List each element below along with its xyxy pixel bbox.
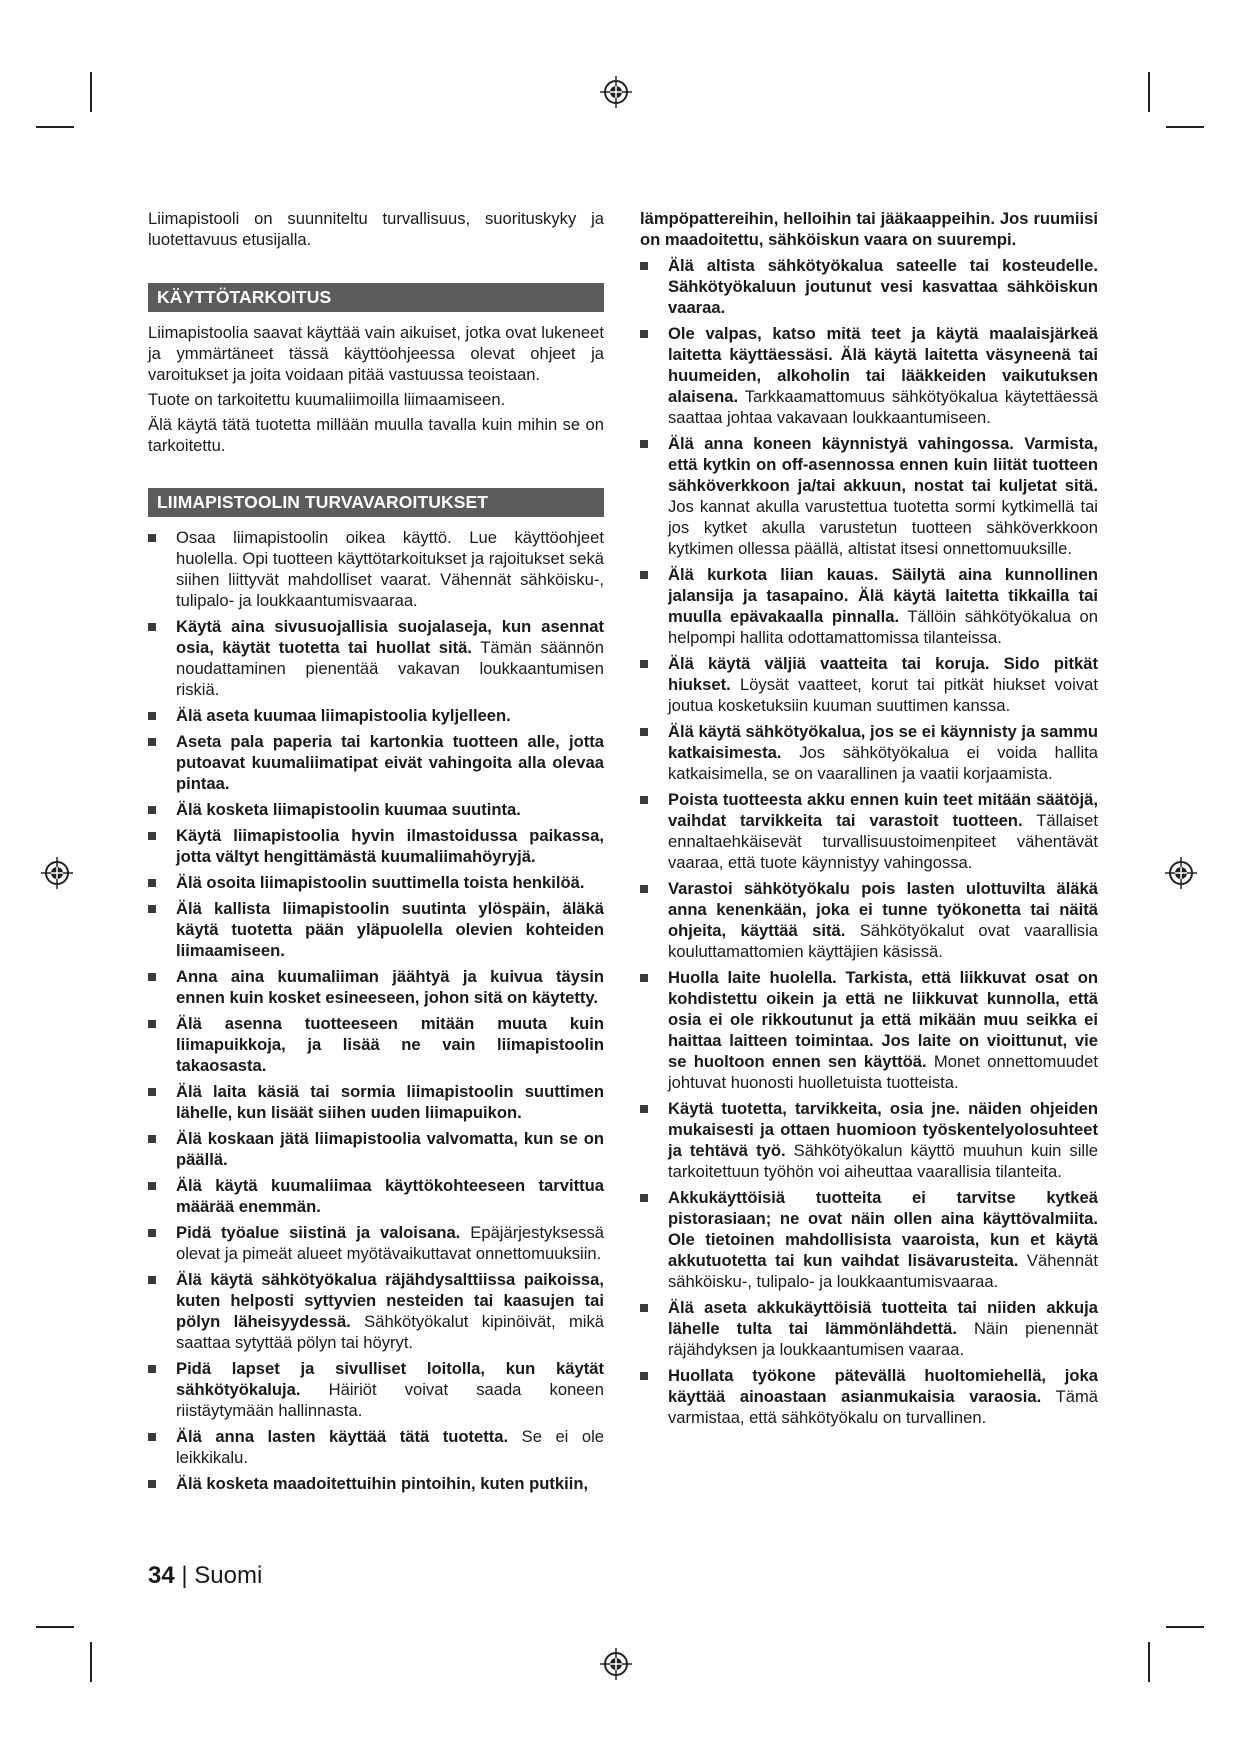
square-bullet-icon bbox=[148, 806, 156, 814]
warning-item: Älä aseta akkukäyttöisiä tuotteita tai niiden akkuja lähelle tulta tai lämmönlähdettä. Näin pienennät räjähdyksen ja loukkaantumisen vaaraa. bbox=[640, 1297, 1098, 1360]
square-bullet-icon bbox=[640, 571, 648, 579]
square-bullet-icon bbox=[640, 974, 648, 982]
crop-mark-top-right-horizontal bbox=[1166, 126, 1204, 128]
square-bullet-icon bbox=[640, 885, 648, 893]
warning-item: Älä käytä väljiä vaatteita tai koruja. Sido pitkät hiukset. Löysät vaatteet, korut tai pitkät hiukset voivat joutua kosketuksiin kuuman suuttimen kanssa. bbox=[640, 653, 1098, 716]
crop-mark-bottom-right-vertical bbox=[1148, 1642, 1150, 1682]
warning-item: Älä koskaan jätä liimapistoolia valvomatta, kun se on päällä. bbox=[148, 1128, 604, 1170]
warning-item: Älä käytä kuumaliimaa käyttökohteeseen tarvittua määrää enemmän. bbox=[148, 1175, 604, 1217]
warning-item: Aseta pala paperia tai kartonkia tuotteen alle, jotta putoavat kuumaliimatipat eivät vahingoita alla olevaa pintaa. bbox=[148, 731, 604, 794]
square-bullet-icon bbox=[148, 1182, 156, 1190]
intended-use-paragraph: Älä käytä tätä tuotetta millään muulla tavalla kuin mihin se on tarkoitettu. bbox=[148, 415, 604, 455]
warning-list-right bbox=[640, 255, 1098, 1428]
square-bullet-icon bbox=[148, 1229, 156, 1237]
crop-mark-top-left-vertical bbox=[90, 72, 92, 112]
warning-list-left bbox=[148, 527, 604, 1494]
registration-mark-bottom-icon bbox=[599, 1647, 633, 1681]
section-heading-safety-warnings: LIIMAPISTOOLIN TURVAVAROITUKSET bbox=[148, 488, 604, 517]
registration-mark-left-icon bbox=[40, 856, 74, 890]
warning-item: Käytä tuotetta, tarvikkeita, osia jne. näiden ohjeiden mukaisesti ja ottaen huomioon työskentelyolosuhteet ja tehtävä työ. Sähkötyökalun käyttö muuhun kuin sille tarkoitettuun työhön voi aiheuttaa vaarallisia tilanteita. bbox=[640, 1098, 1098, 1182]
crop-mark-bottom-left-horizontal bbox=[36, 1626, 74, 1628]
warning-item: Älä aseta kuumaa liimapistoolia kyljelleen. bbox=[148, 705, 604, 726]
warning-item: Älä anna lasten käyttää tätä tuotetta. Se ei ole leikkikalu. bbox=[148, 1426, 604, 1468]
crop-mark-bottom-right-horizontal bbox=[1166, 1626, 1204, 1628]
square-bullet-icon bbox=[148, 738, 156, 746]
square-bullet-icon bbox=[148, 832, 156, 840]
crop-mark-top-left-horizontal bbox=[36, 126, 74, 128]
warning-item: Älä asenna tuotteeseen mitään muuta kuin liimapuikkoja, ja lisää ne vain liimapistoolin takaosasta. bbox=[148, 1013, 604, 1076]
warning-item: Älä kosketa liimapistoolin kuumaa suutinta. bbox=[148, 799, 604, 820]
square-bullet-icon bbox=[148, 1365, 156, 1373]
warning-item: Käytä aina sivusuojallisia suojalaseja, kun asennat osia, käytät tuotetta tai huollat sitä. Tämän säännön noudattaminen pienentää vakavan loukkaantumisen riskiä. bbox=[148, 616, 604, 700]
square-bullet-icon bbox=[148, 1135, 156, 1143]
section-heading-intended-use: KÄYTTÖTARKOITUS bbox=[148, 283, 604, 312]
warning-item: Huollata työkone pätevällä huoltomiehellä, joka käyttää ainoastaan asianmukaisia varaosia. Tämä varmistaa, että sähkötyökalu on turvallinen. bbox=[640, 1365, 1098, 1428]
square-bullet-icon bbox=[148, 905, 156, 913]
crop-mark-top-right-vertical bbox=[1148, 72, 1150, 112]
square-bullet-icon bbox=[640, 1304, 648, 1312]
square-bullet-icon bbox=[640, 330, 648, 338]
square-bullet-icon bbox=[640, 262, 648, 270]
warning-item: Älä kallista liimapistoolin suutinta ylöspäin, äläkä käytä tuotetta pään yläpuolella olevien kohteiden liimaamiseen. bbox=[148, 898, 604, 961]
warning-item: Huolla laite huolella. Tarkista, että liikkuvat osat on kohdistettu oikein ja että ne liikkuvat kunnolla, että osia ei ole rikkoutunut ja että mikään muu seikka ei haittaa laitteen toimintaa. Jos laite on vioittunut, vie se huoltoon ennen sen käyttöä. Monet onnettomuudet johtuvat huonosti huolletuista tuotteista. bbox=[640, 967, 1098, 1093]
warning-item: Älä laita käsiä tai sormia liimapistoolin suuttimen lähelle, kun lisäät siihen uuden liimapuikon. bbox=[148, 1081, 604, 1123]
warning-item: Älä altista sähkötyökalua sateelle tai kosteudelle. Sähkötyökaluun joutunut vesi kasvattaa sähköiskun vaaraa. bbox=[640, 255, 1098, 318]
warning-item: Anna aina kuumaliiman jäähtyä ja kuivua täysin ennen kuin kosket esineeseen, johon sitä on käytetty. bbox=[148, 966, 604, 1008]
warning-item: Ole valpas, katso mitä teet ja käytä maalaisjärkeä laitetta käyttäessäsi. Älä käytä laitetta väsyneenä tai huumeiden, alkoholin tai lääkkeiden vaikutuksen alaisena. Tarkkaamattomuus sähkötyökalua käytettäessä saattaa johtaa vakavaan loukkaantumiseen. bbox=[640, 323, 1098, 428]
square-bullet-icon bbox=[148, 973, 156, 981]
warning-item: Akkukäyttöisiä tuotteita ei tarvitse kytkeä pistorasiaan; ne ovat näin ollen aina käyttövalmiita. Ole tietoinen mahdollisista vaaroista, kun et käytä akkutuotetta tai kun vaihdat lisävarusteita. Vähennät sähköisku-, tulipalo- ja loukkaantumisvaaraa. bbox=[640, 1187, 1098, 1292]
square-bullet-icon bbox=[640, 796, 648, 804]
intended-use-paragraph: Tuote on tarkoitettu kuumaliimoilla liimaamiseen. bbox=[148, 390, 506, 409]
square-bullet-icon bbox=[640, 728, 648, 736]
square-bullet-icon bbox=[640, 1372, 648, 1380]
square-bullet-icon bbox=[640, 660, 648, 668]
warning-item: Poista tuotteesta akku ennen kuin teet mitään säätöjä, vaihdat tarvikkeita tai varastoit tuotteen. Tällaiset ennaltaehkäisevät turvallisuustoimenpiteet vähentävät vaaraa, että tuote käynnistyy vahingossa. bbox=[640, 789, 1098, 873]
warning-item: Käytä liimapistoolia hyvin ilmastoidussa paikassa, jotta vältyt hengittämästä kuumaliimahöyryjä. bbox=[148, 825, 604, 867]
right-column bbox=[640, 208, 1098, 1433]
warning-item: Älä osoita liimapistoolin suuttimella toista henkilöä. bbox=[148, 872, 604, 893]
warning-item: Pidä lapset ja sivulliset loitolla, kun käytät sähkötyökaluja. Häiriöt voivat saada koneen riistäytymään hallinnasta. bbox=[148, 1358, 604, 1421]
footer-language: Suomi bbox=[194, 1562, 263, 1589]
square-bullet-icon bbox=[148, 1433, 156, 1441]
square-bullet-icon bbox=[148, 623, 156, 631]
square-bullet-icon bbox=[640, 440, 648, 448]
crop-mark-bottom-left-vertical bbox=[90, 1642, 92, 1682]
warning-continuation: lämpöpattereihin, helloihin tai jääkaappeihin. Jos ruumiisi on maadoitettu, sähköiskun vaara on suurempi. bbox=[640, 209, 1098, 249]
square-bullet-icon bbox=[148, 1276, 156, 1284]
warning-item: Pidä työalue siistinä ja valoisana. Epäjärjestyksessä olevat ja pimeät alueet myötävaikuttavat onnettomuuksiin. bbox=[148, 1222, 604, 1264]
warning-item: Älä kurkota liian kauas. Säilytä aina kunnollinen jalansija ja tasapaino. Älä käytä laitetta tikkailla tai muulla epävakaalla pinnalla. Tällöin sähkötyökalua on helpompi hallita odottamattomissa tilanteissa. bbox=[640, 564, 1098, 648]
square-bullet-icon bbox=[640, 1105, 648, 1113]
warning-item: Osaa liimapistoolin oikea käyttö. Lue käyttöohjeet huolella. Opi tuotteen käyttötarkoitukset ja rajoitukset sekä siihen liittyvät mahdolliset vaarat. Vähennät sähköisku-, tulipalo- ja loukkaantumisvaaraa. bbox=[148, 527, 604, 611]
square-bullet-icon bbox=[148, 712, 156, 720]
registration-mark-top-icon bbox=[599, 75, 633, 109]
page-number: 34 bbox=[148, 1562, 175, 1589]
square-bullet-icon bbox=[148, 1020, 156, 1028]
registration-mark-right-icon bbox=[1164, 856, 1198, 890]
square-bullet-icon bbox=[640, 1194, 648, 1202]
square-bullet-icon bbox=[148, 1480, 156, 1488]
intended-use-paragraph: Liimapistoolia saavat käyttää vain aikuiset, jotka ovat lukeneet ja ymmärtäneet tässä käyttöohjeessa olevat ohjeet ja varoitukset ja joita voidaan pitää vastuussa teoistaan. bbox=[148, 323, 604, 384]
page-footer bbox=[148, 1562, 262, 1590]
square-bullet-icon bbox=[148, 534, 156, 542]
warning-item: Älä käytä sähkötyökalua, jos se ei käynnisty ja sammu katkaisimesta. Jos sähkötyökalua ei voida hallita katkaisimella, se on vaarallinen ja vaatii korjaamista. bbox=[640, 721, 1098, 784]
warning-item: Älä käytä sähkötyökalua räjähdysalttiissa paikoissa, kuten helposti syttyvien nesteiden tai kaasujen tai pölyn läheisyydessä. Sähkötyökalut kipinöivät, mikä saattaa sytyttää pölyn tai höyryt. bbox=[148, 1269, 604, 1353]
intro-paragraph: Liimapistooli on suunniteltu turvallisuus, suorituskyky ja luotettavuus etusijalla. bbox=[148, 209, 604, 249]
warning-item: Varastoi sähkötyökalu pois lasten ulottuvilta äläkä anna kenenkään, joka ei tunne työkonetta tai näitä ohjeita, käyttää sitä. Sähkötyökalut ovat vaarallisia kouluttamattomien käyttäjien käsissä. bbox=[640, 878, 1098, 962]
footer-separator: | bbox=[181, 1562, 188, 1589]
warning-item: Älä kosketa maadoitettuihin pintoihin, kuten putkiin, bbox=[148, 1473, 604, 1494]
square-bullet-icon bbox=[148, 1088, 156, 1096]
square-bullet-icon bbox=[148, 879, 156, 887]
left-column bbox=[148, 208, 604, 1499]
warning-item: Älä anna koneen käynnistyä vahingossa. Varmista, että kytkin on off-asennossa ennen kuin liität tuotteen sähköverkkoon ja/tai akkuun, nostat tai kuljetat sitä. Jos kannat akulla varustettua tuotetta sormi kytkimellä tai jos kytket akulla varustetun tuotteen sähköverkkoon kytkimen ollessa päällä, altistat itsesi onnettomuuksille. bbox=[640, 433, 1098, 559]
